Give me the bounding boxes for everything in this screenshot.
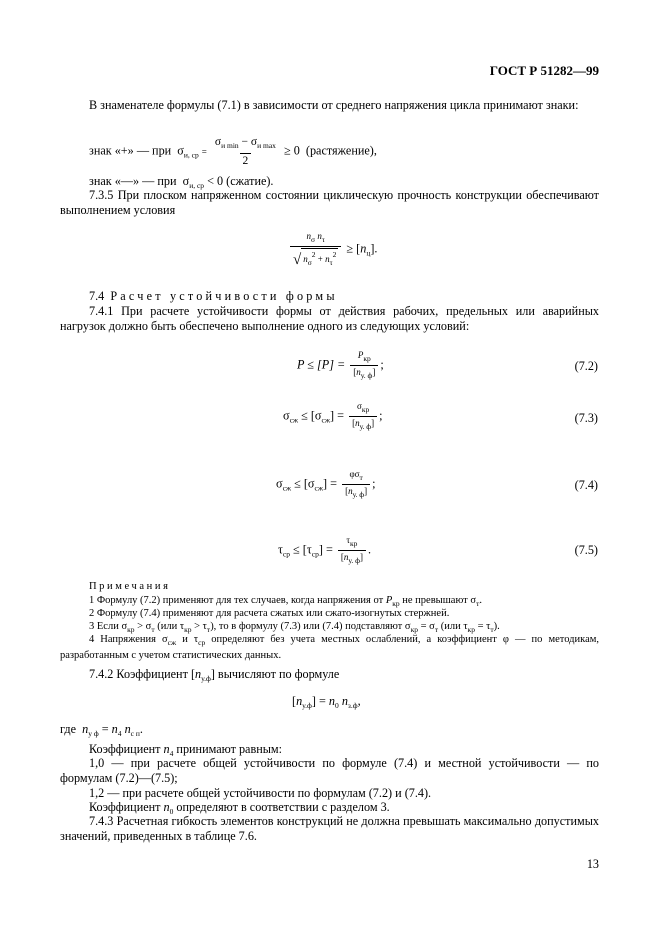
note1-end: . xyxy=(479,595,482,606)
note3-c-sub: т xyxy=(151,625,155,634)
radicand-n1: n xyxy=(303,254,308,264)
n0-n-sub: 0 xyxy=(169,807,174,816)
eq74-num: φσ xyxy=(349,469,360,479)
eq73-den: n xyxy=(355,418,360,428)
radicand-n2: n xyxy=(325,254,330,264)
note3-e: > τ xyxy=(194,621,207,632)
equation-7-3 xyxy=(283,401,383,432)
f742-lhs-sub: у.ф xyxy=(302,701,312,710)
eq73-num-sub: кр xyxy=(361,405,370,414)
note-4 xyxy=(60,633,599,662)
fraction-safety xyxy=(290,231,341,268)
where-pre: где xyxy=(60,722,77,736)
eq73-num: σ xyxy=(356,401,362,411)
note3-k: ). xyxy=(493,621,500,632)
eq73-mid-close: ] = xyxy=(330,408,345,423)
relation-ge: ≥ [ xyxy=(346,241,361,256)
num-sigma-a: σ xyxy=(214,136,222,148)
note1-p: P xyxy=(385,595,393,606)
note3-f: ), то в формулу (7.3) или (7.4) подставляют xyxy=(210,621,403,632)
p742-a: 7.4.2 Коэффициент [ xyxy=(89,667,195,681)
eq74-mid: ≤ [σ xyxy=(294,476,315,491)
eq75-tail: . xyxy=(367,542,372,557)
eq74-mid-close: ] = xyxy=(323,476,338,491)
num-sigma-b: σ xyxy=(250,136,258,148)
sigma-symbol: σ xyxy=(177,143,184,158)
paragraph-where xyxy=(60,722,143,741)
eq75-den-sub: у. ф xyxy=(348,556,360,565)
f742-open: [ xyxy=(292,694,297,708)
equation-number-7-4: (7.4) xyxy=(574,478,598,492)
n0-n: n xyxy=(163,800,170,814)
note3-i-sub: кр xyxy=(467,625,475,634)
radicand-n2-sub: τ xyxy=(329,258,333,267)
note4-and: и xyxy=(182,634,188,645)
note3-j-sub: т xyxy=(490,625,494,634)
note1-sigma-sub: т xyxy=(476,599,480,608)
eq74-den: n xyxy=(348,486,353,496)
note-2: 2 Формулу (7.4) применяют для расчета сжатых или сжато-изогнутых стержней. xyxy=(89,608,450,619)
paragraph-7-4-2 xyxy=(89,667,339,686)
sign-plus-line xyxy=(89,136,377,167)
note3-c: > σ xyxy=(137,621,152,632)
section-number: 7.4 xyxy=(89,289,105,303)
eq74-mid-sub: сж xyxy=(314,483,324,493)
eq73-mid-sub: сж xyxy=(321,415,331,425)
rhs-n: n xyxy=(360,241,367,256)
note3-d: (или τ xyxy=(157,621,185,632)
note4-b: определяют без учета местных ослаблений, а коэффициент φ — по методикам, разработанным с учетом статистических данных. xyxy=(60,634,600,661)
sigma-subscript: и, ср xyxy=(189,181,205,190)
note3-i: (или τ xyxy=(440,621,468,632)
paragraph-signs-intro: В знаменателе формулы (7.1) в зависимости от среднего напряжения цикла принимают знаки: xyxy=(89,98,579,112)
equation-7-2 xyxy=(297,350,384,381)
notes-title: Примечания xyxy=(89,581,171,592)
note4-a: 4 Напряжения xyxy=(89,634,156,645)
ge-zero: ≥ 0 xyxy=(283,143,300,158)
where-c: n xyxy=(124,722,131,736)
paragraph-7-4-1: 7.4.1 При расчете устойчивости формы от действия рабочих, предельных или аварийных нагрузок должно быть обеспечено выполнение одного из следующих условий: xyxy=(60,304,599,333)
eq74-den-sub: у. ф xyxy=(352,490,365,499)
note3-b-sub: кр xyxy=(127,625,135,634)
note1-text-b: не превышают xyxy=(402,595,468,606)
note3-a: 3 Если xyxy=(89,621,119,632)
eq74-lhs: σ xyxy=(276,476,283,491)
fraction-mean-stress xyxy=(212,136,279,167)
coef-n-sub: 4 xyxy=(169,749,174,758)
equation-number-7-3: (7.3) xyxy=(574,411,598,425)
where-c-sub: с п xyxy=(130,729,140,738)
formula-7-3-5 xyxy=(288,231,377,268)
f742-a: n xyxy=(328,694,336,708)
radicand-n1-sub: σ xyxy=(307,258,312,267)
fraction-denominator: 2 xyxy=(240,153,252,167)
equation-7-4 xyxy=(276,469,376,500)
eq75-num-sub: кр xyxy=(350,539,358,548)
equation-number-7-2: (7.2) xyxy=(574,359,598,373)
where-end: . xyxy=(139,722,143,736)
eq74-num-sub: т xyxy=(359,473,363,482)
f742-lhs: n xyxy=(296,694,303,708)
eq75-mid-sub: ср xyxy=(311,549,319,559)
plus-sign: + xyxy=(317,254,323,264)
coef-n: n xyxy=(163,742,170,756)
note3-j: = τ xyxy=(477,621,491,632)
rhs-n-sub: ц xyxy=(366,248,371,258)
sigma-symbol: σ xyxy=(182,174,190,188)
f742-tail: , xyxy=(357,694,361,708)
p742-b: ] вычисляют по формуле xyxy=(210,667,340,681)
note3-h: = σ xyxy=(420,621,435,632)
p742-n: n xyxy=(195,667,202,681)
sign-plus-note: (растяжение), xyxy=(305,143,377,158)
num-sigma-b-sub: и max xyxy=(257,141,276,150)
sign-plus-prefix: знак «+» — при xyxy=(89,143,172,158)
sqrt-icon: √ xyxy=(293,252,302,268)
minus-sign: − xyxy=(241,136,249,148)
eq75-fraction: $\frac{\tau_{кр}}{[n_{у. ф}]}$ xyxy=(338,535,366,566)
f742-a-sub: 0 xyxy=(335,701,339,710)
eq73-mid: ≤ [σ xyxy=(301,408,322,423)
radicand-n2-sup: 2 xyxy=(332,250,337,259)
paragraph-1-2: 1,2 — при расчете общей устойчивости по формулам (7.2) и (7.4). xyxy=(89,786,432,800)
note4-sigma-sub: сж xyxy=(167,638,177,647)
page-number: 13 xyxy=(586,857,599,871)
eq75-lhs: τ xyxy=(278,542,283,557)
where-a: n xyxy=(82,722,89,736)
paragraph-7-3-5: 7.3.5 При плоском напряженном состоянии циклическую прочность конструкции обеспечивают выполнением условия xyxy=(60,188,599,217)
note3-g-sub: кр xyxy=(410,625,418,634)
eq75-mid: ≤ [τ xyxy=(293,542,312,557)
approx-sign: = xyxy=(201,146,207,157)
f742-b: n xyxy=(341,694,348,708)
n-sigma-sub: σ xyxy=(311,235,316,244)
n0-pre: Коэффициент xyxy=(89,800,161,814)
n-tau: n xyxy=(317,231,322,241)
sign-minus-prefix: знак «—» — при xyxy=(89,174,177,188)
n-sigma: n xyxy=(306,231,312,241)
where-eq: = xyxy=(101,722,109,736)
eq72-den-sub: у. ф xyxy=(360,371,373,380)
eq75-mid-close: ] = xyxy=(318,542,333,557)
n-tau-sub: τ xyxy=(321,235,325,244)
num-sigma-a-sub: и min xyxy=(221,141,239,150)
note4-sigma: σ xyxy=(162,634,168,645)
paragraph-1-0: 1,0 — при расчете общей устойчивости по формуле (7.4) и местной устойчивости — по формулам (7.2)—(7.5); xyxy=(60,756,599,785)
eq75-den: n xyxy=(343,552,349,562)
eq74-tail: ; xyxy=(372,476,376,491)
eq73-lhs: σ xyxy=(283,408,290,423)
eq75-lhs-sub: ср xyxy=(282,549,290,559)
where-a-sub: у ф xyxy=(88,729,99,738)
eq74-lhs-sub: сж xyxy=(282,483,292,493)
note1-sigma: σ xyxy=(470,595,477,606)
note1-text-a: 1 Формулу (7.2) применяют для тех случаев, когда напряжения от xyxy=(89,595,384,606)
eq72-lhs: P ≤ [P] = xyxy=(297,357,346,372)
eq72-fraction: $\frac{P_{кр}}{[n_{у. ф}]}$ xyxy=(350,350,378,381)
note3-g: σ xyxy=(404,621,411,632)
p742-n-sub: у.ф xyxy=(201,674,211,683)
formula-7-4-2 xyxy=(292,694,361,713)
eq74-fraction: $\frac{\varphi\sigma_т}{[n_{у. ф}]}$ xyxy=(342,469,370,500)
note1-p-sub: кр xyxy=(392,599,400,608)
f742-close: ] = xyxy=(311,694,326,708)
where-b: n xyxy=(111,722,118,736)
equation-7-5 xyxy=(278,535,371,566)
radicand xyxy=(301,248,338,268)
eq75-num: τ xyxy=(346,535,351,545)
sigma-subscript: и, ср xyxy=(183,150,199,160)
eq73-fraction: $\frac{\sigma_{кр}}{[n_{у. ф}]}$ xyxy=(349,401,377,432)
eq72-num: P xyxy=(357,350,364,360)
eq72-den: n xyxy=(356,367,361,377)
eq72-num-sub: кр xyxy=(363,354,371,363)
document-header: ГОСТ Р 51282—99 xyxy=(489,63,599,78)
sign-minus-tail: < 0 (сжатие). xyxy=(207,174,274,188)
paragraph-7-4-3: 7.4.3 Расчетная гибкость элементов конструкций не должна превышать максимально допустимых значений, приведенных в таблице 7.6. xyxy=(60,814,599,843)
where-b-sub: 4 xyxy=(117,729,122,738)
equation-number-7-5: (7.5) xyxy=(574,543,598,557)
note3-d-sub: кр xyxy=(184,625,192,634)
n0-post: определяют в соответствии с разделом 3. xyxy=(176,800,390,814)
note3-b: σ xyxy=(121,621,128,632)
section-heading-7-4 xyxy=(89,289,338,304)
note4-tau-sub: ср xyxy=(198,638,206,647)
note4-tau: τ xyxy=(193,634,199,645)
note3-h-sub: т xyxy=(434,625,439,634)
eq72-tail: ; xyxy=(380,357,384,372)
radicand-n1-sup: 2 xyxy=(311,250,316,259)
eq73-den-sub: у. ф xyxy=(359,422,372,431)
rhs-close: ]. xyxy=(370,241,378,256)
section-title: Расчет устойчивости формы xyxy=(110,289,338,303)
f742-b-sub: з.ф xyxy=(347,701,358,710)
coef-pre: Коэффициент xyxy=(89,742,161,756)
note3-e-sub: т xyxy=(206,625,211,634)
eq73-lhs-sub: сж xyxy=(289,415,299,425)
coef-post: принимают равным: xyxy=(176,742,283,756)
eq73-tail: ; xyxy=(379,408,383,423)
